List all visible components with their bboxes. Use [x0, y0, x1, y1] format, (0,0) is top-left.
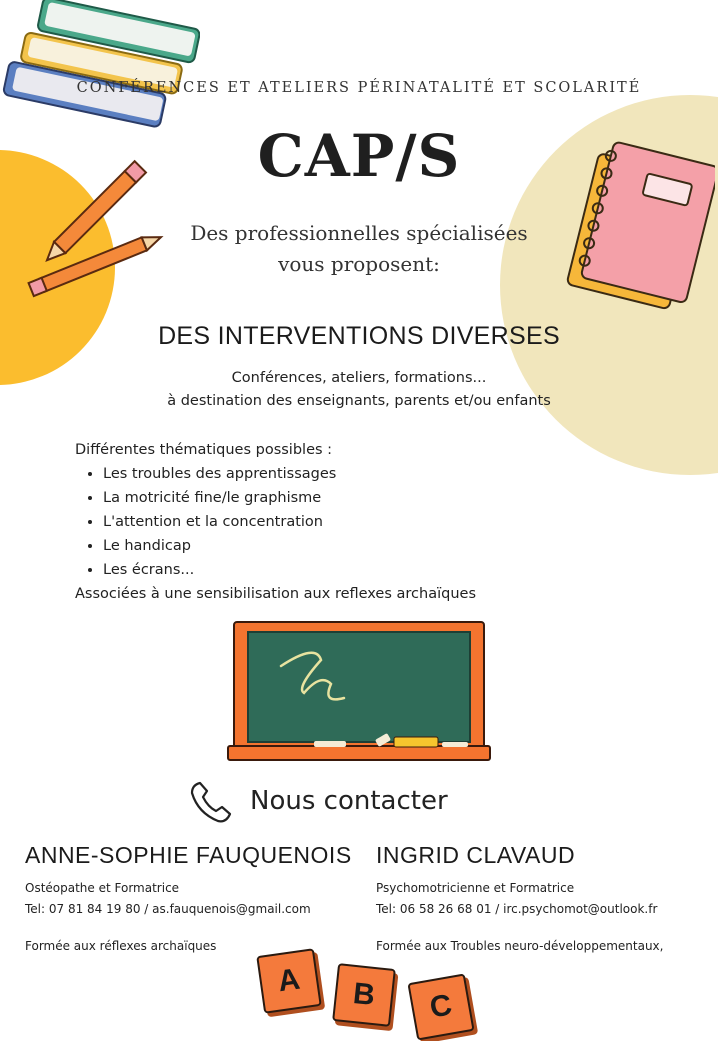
contact-training: Formée aux Troubles neuro-développementaux,	[376, 939, 664, 953]
contact-card-anne-sophie	[25, 842, 365, 953]
interventions-description	[0, 367, 718, 413]
books-icon	[0, 0, 200, 130]
brand-title: CAP/S	[257, 122, 461, 190]
contact-heading: Nous contacter	[250, 786, 448, 816]
contact-role: Ostéopathe et Formatrice	[25, 881, 180, 895]
letter-block-a: A	[256, 948, 322, 1014]
interventions-line-2: à destination des enseignants, parents et/ou enfants	[167, 393, 551, 409]
contact-role: Psychomotricienne et Formatrice	[376, 881, 575, 895]
themes-list	[75, 462, 635, 582]
contact-name: INGRID CLAVAUD	[376, 842, 576, 868]
list-item: • Le handicap	[103, 534, 635, 558]
list-item: • Les troubles des apprentissages	[103, 462, 635, 486]
contact-card-ingrid	[376, 842, 716, 953]
contact-header	[188, 775, 448, 827]
list-item: • L'attention et la concentration	[103, 510, 635, 534]
contact-training: Formée aux réflexes archaïques	[25, 939, 217, 953]
phone-icon	[188, 777, 236, 825]
contact-phone-email[interactable]: Tel: 07 81 84 19 80 / as.fauquenois@gmail.com	[25, 902, 311, 916]
letter-block-c: C	[407, 973, 474, 1040]
list-item: • La motricité fine/le graphisme	[103, 486, 635, 510]
themes-section	[75, 438, 635, 606]
intro-line-1: Des professionnelles spécialisées	[190, 221, 528, 245]
themes-intro: Différentes thématiques possibles :	[75, 442, 333, 458]
themes-outro: Associées à une sensibilisation aux reflexes archaïques	[75, 586, 476, 602]
chalkboard-icon	[226, 618, 492, 768]
list-item: • Les écrans...	[103, 558, 635, 582]
interventions-heading: DES INTERVENTIONS DIVERSES	[158, 322, 560, 350]
interventions-line-1: Conférences, ateliers, formations...	[231, 370, 487, 386]
intro-text	[0, 218, 718, 280]
contact-name: ANNE-SOPHIE FAUQUENOIS	[25, 842, 352, 868]
intro-line-2: vous proposent:	[278, 252, 440, 276]
top-title: CONFÉRENCES ET ATELIERS PÉRINATALITÉ ET SCOLARITÉ	[76, 80, 642, 96]
contact-phone-email[interactable]: Tel: 06 58 26 68 01 / irc.psychomot@outlook.fr	[376, 902, 658, 916]
letter-block-b: B	[332, 963, 396, 1027]
